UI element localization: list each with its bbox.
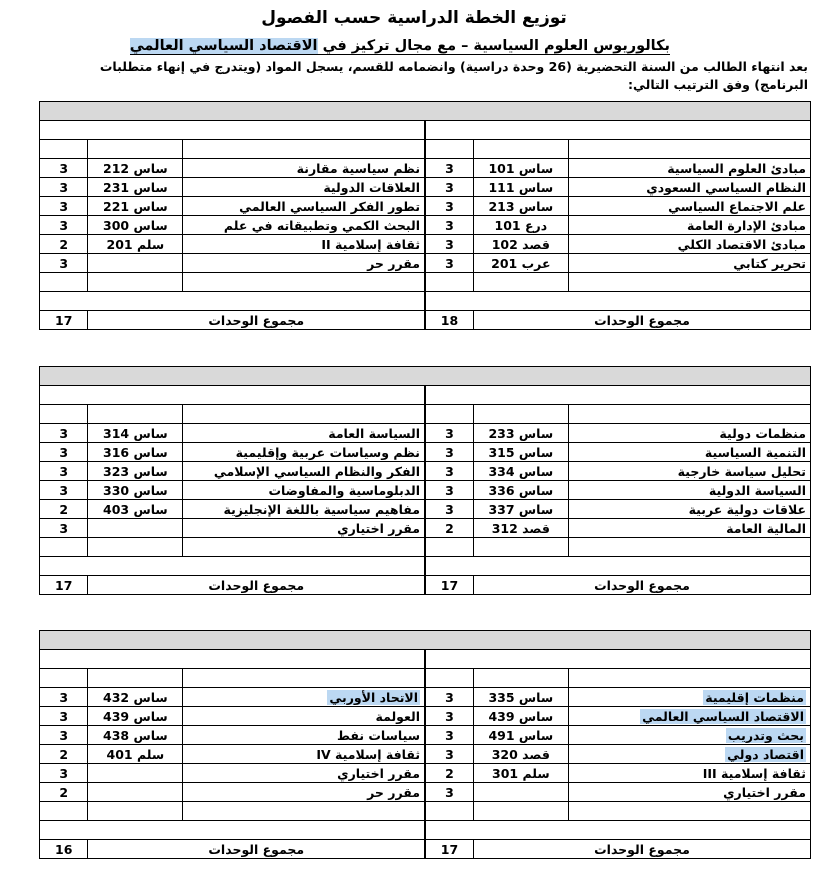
course-units: 3 [425, 235, 473, 254]
course-name [183, 764, 425, 783]
course-column-header [183, 405, 425, 424]
course-name [568, 500, 810, 519]
course-code [88, 783, 183, 802]
course-code: قصد 320 [473, 745, 568, 764]
column-header-row [40, 405, 811, 424]
semester-title-left [40, 121, 426, 140]
course-row [40, 745, 811, 764]
course-code: ساس 213 [473, 197, 568, 216]
course-row [40, 254, 811, 273]
course-name-text: بحث وتدريب [727, 727, 804, 743]
course-name-text: ثقافة إسلامية IV [316, 746, 421, 762]
year-title [40, 102, 811, 121]
course-code [473, 538, 568, 557]
course-name-text: سياسات نفط [336, 727, 421, 743]
course-name-text: العولمة [375, 708, 421, 724]
course-units [425, 273, 473, 292]
course-name-text: تطور الفكر السياسي العالمي [239, 198, 421, 214]
course-name-text: البحث الكمي وتطبيقاته في علم [223, 217, 421, 233]
course-column-header [568, 140, 810, 159]
course-name-text: مبادئ الإدارة العامة [686, 217, 806, 233]
course-name [568, 802, 810, 821]
code-column-header [88, 140, 183, 159]
course-units: 3 [40, 178, 88, 197]
spacer-cell [40, 292, 426, 311]
course-units: 3 [40, 519, 88, 538]
code-column-header [88, 405, 183, 424]
course-code: قصد 102 [473, 235, 568, 254]
course-code [88, 538, 183, 557]
total-units: 16 [40, 840, 88, 859]
course-name [568, 235, 810, 254]
course-code [473, 802, 568, 821]
course-code: ساس 438 [88, 726, 183, 745]
course-units [40, 538, 88, 557]
course-units: 3 [425, 159, 473, 178]
total-units: 17 [425, 576, 473, 595]
course-name-text: ثقافة إسلامية III [702, 765, 806, 781]
total-label: مجموع الوحدات [88, 576, 425, 595]
course-row [40, 424, 811, 443]
course-name-text: الاتحاد الأوربي [329, 689, 419, 705]
course-units [425, 538, 473, 557]
course-row [40, 273, 811, 292]
course-units: 3 [40, 197, 88, 216]
course-code: ساس 335 [473, 688, 568, 707]
course-name-text: علاقات دولية عربية [688, 501, 806, 517]
subtitle-highlight: الاقتصاد السياسي العالمي [129, 38, 318, 54]
course-code: ساس 334 [473, 462, 568, 481]
course-units [40, 273, 88, 292]
course-code: ساس 491 [473, 726, 568, 745]
course-code [473, 273, 568, 292]
course-name [183, 197, 425, 216]
course-name [568, 519, 810, 538]
course-name [183, 481, 425, 500]
course-row [40, 519, 811, 538]
page-subtitle [130, 36, 670, 56]
spacer-row [40, 557, 811, 576]
course-name [568, 764, 810, 783]
spacer-cell [40, 821, 426, 840]
course-name [568, 481, 810, 500]
course-name [183, 783, 425, 802]
course-row [40, 500, 811, 519]
course-name-text: منظمات إقليمية [705, 689, 804, 705]
course-code: سلم 301 [473, 764, 568, 783]
course-name [183, 424, 425, 443]
year-title [40, 631, 811, 650]
semester-title-left [40, 386, 426, 405]
course-units: 3 [40, 707, 88, 726]
course-code: ساس 111 [473, 178, 568, 197]
course-name-text: تحرير كتابي [733, 255, 806, 271]
course-name-text: نظم سياسية مقارنة [296, 160, 421, 176]
course-code: ساس 233 [473, 424, 568, 443]
course-name-text: نظم وسياسات عربية وإقليمية [235, 444, 421, 460]
spacer-cell [425, 821, 810, 840]
course-units: 3 [425, 688, 473, 707]
course-units: 3 [40, 726, 88, 745]
total-units: 17 [40, 576, 88, 595]
course-name [568, 726, 810, 745]
course-name-text: تحليل سياسة خارجية [677, 463, 806, 479]
course-name [568, 707, 810, 726]
course-code: ساس 432 [88, 688, 183, 707]
course-units: 3 [40, 254, 88, 273]
course-code: ساس 316 [88, 443, 183, 462]
course-units: 2 [425, 764, 473, 783]
course-code: ساس 221 [88, 197, 183, 216]
total-row [40, 840, 811, 859]
course-name [568, 159, 810, 178]
course-name [183, 688, 425, 707]
total-units: 17 [40, 311, 88, 330]
code-column-header [88, 669, 183, 688]
course-name [183, 462, 425, 481]
course-code: ساس 403 [88, 500, 183, 519]
course-name [183, 178, 425, 197]
course-code: قصد 312 [473, 519, 568, 538]
course-row [40, 178, 811, 197]
course-code [88, 254, 183, 273]
total-label: مجموع الوحدات [88, 840, 425, 859]
semester-title-left [40, 650, 426, 669]
course-units: 3 [40, 216, 88, 235]
course-units: 3 [425, 500, 473, 519]
course-code: سلم 201 [88, 235, 183, 254]
course-code: ساس 439 [88, 707, 183, 726]
course-name-text: السياسة الدولية [708, 482, 806, 498]
course-code: ساس 231 [88, 178, 183, 197]
year-header-row [40, 367, 811, 386]
course-name-text: مقرر اختياري [337, 765, 421, 781]
spacer-cell [425, 557, 810, 576]
course-name-text: مقرر اختياري [723, 784, 806, 800]
semester-title-right [425, 121, 810, 140]
course-code: ساس 336 [473, 481, 568, 500]
spacer-cell [40, 557, 426, 576]
code-column-header [473, 669, 568, 688]
total-units: 17 [425, 840, 473, 859]
course-name-text: مقرر اختياري [337, 520, 421, 536]
code-column-header [473, 405, 568, 424]
course-units: 3 [425, 216, 473, 235]
course-units: 3 [40, 424, 88, 443]
total-label: مجموع الوحدات [88, 311, 425, 330]
course-name [568, 178, 810, 197]
year-table [39, 101, 811, 330]
course-name [568, 462, 810, 481]
course-units: 3 [425, 707, 473, 726]
course-units: 3 [40, 159, 88, 178]
course-row [40, 443, 811, 462]
course-name-text: السياسة العامة [328, 425, 421, 441]
course-units: 3 [425, 443, 473, 462]
course-row [40, 764, 811, 783]
course-code: ساس 330 [88, 481, 183, 500]
course-row [40, 688, 811, 707]
course-name-text: اقتصاد دولي [727, 746, 804, 762]
course-name [568, 424, 810, 443]
course-units [425, 802, 473, 821]
course-units: 2 [425, 519, 473, 538]
course-code [88, 802, 183, 821]
course-column-header [183, 140, 425, 159]
course-name-text: علم الاجتماع السياسي [668, 198, 806, 214]
course-code: عرب 201 [473, 254, 568, 273]
course-name-text: الدبلوماسية والمفاوضات [268, 482, 421, 498]
course-units: 2 [40, 783, 88, 802]
page-title: توزيع الخطة الدراسية حسب الفصول [261, 8, 567, 28]
spacer-row [40, 821, 811, 840]
course-name-text: مفاهيم سياسية باللغة الإنجليزية [223, 501, 421, 517]
course-name [568, 688, 810, 707]
course-units: 3 [425, 424, 473, 443]
course-code: ساس 300 [88, 216, 183, 235]
course-row [40, 783, 811, 802]
units-column-header [40, 140, 88, 159]
course-units: 3 [40, 688, 88, 707]
course-units: 3 [40, 443, 88, 462]
course-units: 3 [425, 481, 473, 500]
column-header-row [40, 669, 811, 688]
total-row [40, 576, 811, 595]
course-name-text: الفكر والنظام السياسي الإسلامي [213, 463, 421, 479]
course-row [40, 707, 811, 726]
intro-paragraph: بعد انتهاء الطالب من السنة التحضيرية (26 وحدة دراسية) وانضمامه للقسم، يسجل المواد (ويتدرج في إنهاء متطلبات البرنامج) وفق الترتيب التالي: [99, 59, 808, 92]
course-name-text: مقرر حر [367, 784, 421, 800]
course-code: سلم 401 [88, 745, 183, 764]
course-name-text: الاقتصاد السياسي العالمي [642, 708, 804, 724]
course-name [183, 235, 425, 254]
total-row [40, 311, 811, 330]
course-code: ساس 337 [473, 500, 568, 519]
course-code: ساس 212 [88, 159, 183, 178]
course-name [183, 500, 425, 519]
course-column-header [568, 405, 810, 424]
course-code [88, 764, 183, 783]
total-units: 18 [425, 311, 473, 330]
spacer-row [40, 292, 811, 311]
course-name [183, 802, 425, 821]
course-units: 2 [40, 500, 88, 519]
semester-title-right [425, 386, 810, 405]
course-units: 3 [425, 197, 473, 216]
course-name-text: مبادئ الاقتصاد الكلي [677, 236, 806, 252]
course-name-text: العلاقات الدولية [323, 179, 421, 195]
course-name [568, 443, 810, 462]
course-code [473, 783, 568, 802]
course-units: 3 [425, 726, 473, 745]
course-name-text: ثقافة إسلامية II [321, 236, 421, 252]
units-column-header [425, 405, 473, 424]
semester-header-row [40, 121, 811, 140]
course-name [183, 726, 425, 745]
course-code: ساس 323 [88, 462, 183, 481]
course-name-text: المالية العامة [726, 520, 806, 536]
course-column-header [568, 669, 810, 688]
course-name [183, 273, 425, 292]
course-name-text: مبادئ العلوم السياسية [667, 160, 806, 176]
semester-header-row [40, 650, 811, 669]
code-column-header [473, 140, 568, 159]
course-name [183, 707, 425, 726]
course-code: درع 101 [473, 216, 568, 235]
semester-header-row [40, 386, 811, 405]
course-name [183, 745, 425, 764]
course-units: 3 [40, 462, 88, 481]
course-name [568, 273, 810, 292]
spacer-cell [425, 292, 810, 311]
year-table [39, 630, 811, 859]
course-name [568, 197, 810, 216]
course-row [40, 462, 811, 481]
course-name [568, 254, 810, 273]
course-units: 3 [425, 462, 473, 481]
total-label: مجموع الوحدات [473, 840, 810, 859]
course-row [40, 538, 811, 557]
course-code [88, 519, 183, 538]
units-column-header [40, 669, 88, 688]
column-header-row [40, 140, 811, 159]
course-name [183, 538, 425, 557]
course-units: 3 [425, 783, 473, 802]
course-row [40, 235, 811, 254]
semester-title-right [425, 650, 810, 669]
course-name-text: منظمات دولية [719, 425, 806, 441]
course-row [40, 159, 811, 178]
course-name-text: النظام السياسي السعودي [646, 179, 806, 195]
units-column-header [425, 140, 473, 159]
course-name [183, 159, 425, 178]
course-column-header [183, 669, 425, 688]
year-header-row [40, 102, 811, 121]
course-row [40, 726, 811, 745]
course-row [40, 216, 811, 235]
course-row [40, 197, 811, 216]
course-name-text: التنمية السياسية [704, 444, 806, 460]
course-code: ساس 439 [473, 707, 568, 726]
course-units: 3 [425, 254, 473, 273]
course-code: ساس 314 [88, 424, 183, 443]
subtitle-prefix: بكالوريوس العلوم السياسية – مع مجال تركيز في [317, 38, 670, 54]
course-name [568, 216, 810, 235]
course-code: ساس 101 [473, 159, 568, 178]
course-name [568, 783, 810, 802]
course-code [88, 273, 183, 292]
course-code: ساس 315 [473, 443, 568, 462]
units-column-header [425, 669, 473, 688]
course-name [183, 216, 425, 235]
course-name [568, 745, 810, 764]
course-row [40, 802, 811, 821]
course-name [568, 538, 810, 557]
course-row [40, 481, 811, 500]
course-name-text: مقرر حر [367, 255, 421, 271]
total-label: مجموع الوحدات [473, 311, 810, 330]
course-units: 3 [425, 178, 473, 197]
year-title [40, 367, 811, 386]
year-header-row [40, 631, 811, 650]
year-table [39, 366, 811, 595]
total-label: مجموع الوحدات [473, 576, 810, 595]
course-units: 2 [40, 235, 88, 254]
course-name [183, 254, 425, 273]
course-units: 2 [40, 745, 88, 764]
course-name [183, 519, 425, 538]
units-column-header [40, 405, 88, 424]
course-units: 3 [40, 764, 88, 783]
course-units [40, 802, 88, 821]
course-units: 3 [425, 745, 473, 764]
course-name [183, 443, 425, 462]
course-units: 3 [40, 481, 88, 500]
